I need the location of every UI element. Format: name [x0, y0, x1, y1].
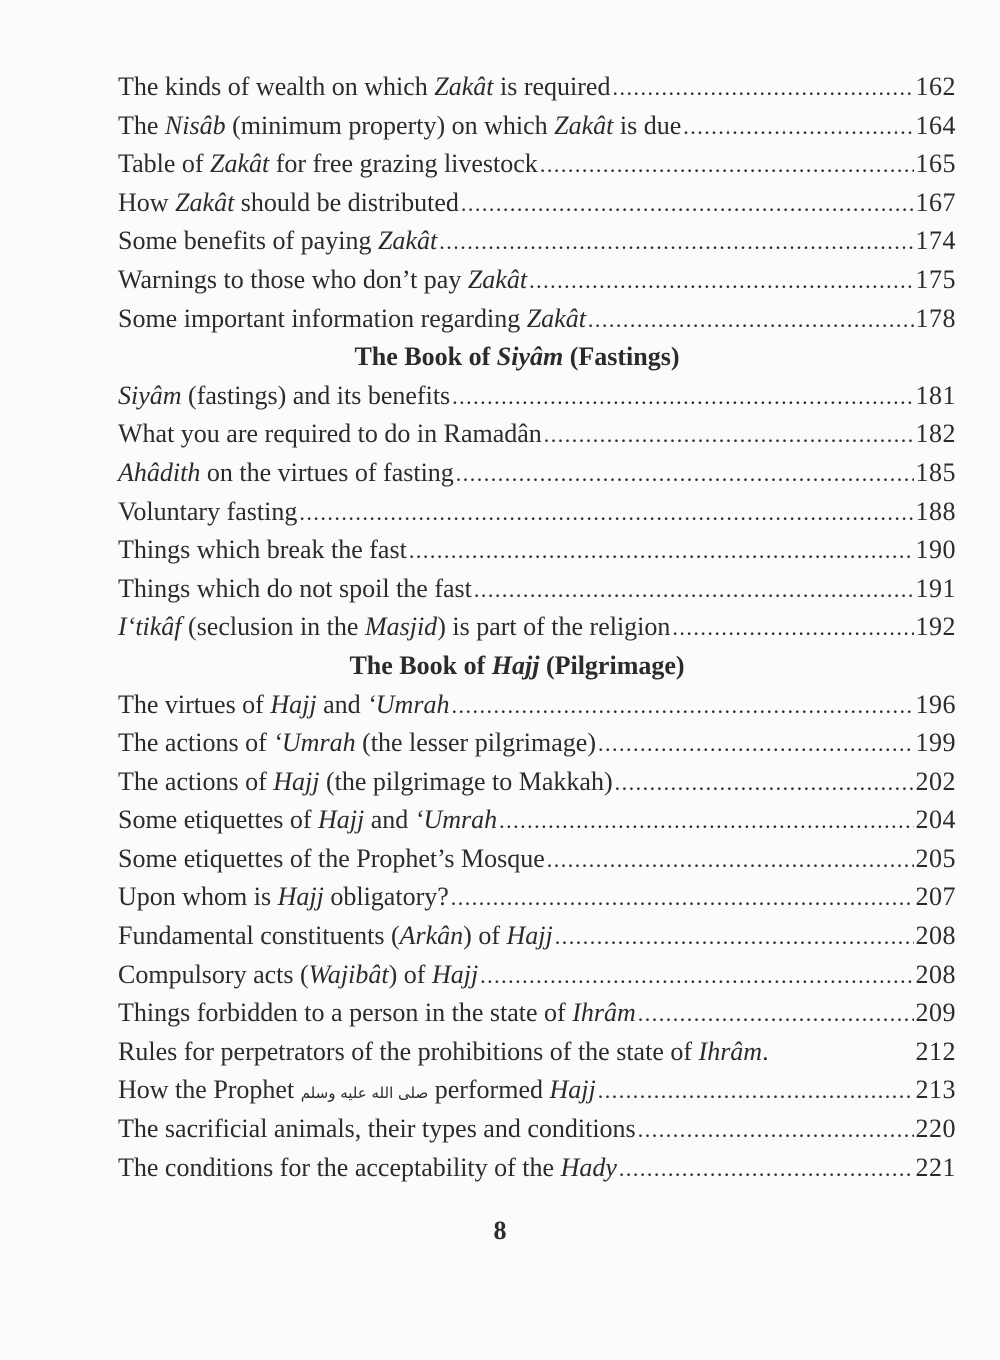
- title-text: What you are required to do in Ramadân: [118, 419, 542, 449]
- title-text: is due: [613, 110, 682, 140]
- title-text: Things which do not spoil the fast: [118, 573, 472, 603]
- dot-leader: [615, 764, 914, 803]
- title-text: The Book of: [354, 342, 497, 372]
- dot-leader: [588, 301, 914, 340]
- title-text: for free grazing livestock: [269, 149, 538, 179]
- title-text: The sacrificial animals, their types and conditions: [118, 1114, 636, 1144]
- entry-title: [118, 415, 542, 454]
- entry-title: [118, 570, 472, 609]
- toc-entry[interactable]: [118, 840, 956, 879]
- entry-page-number: 213: [915, 1075, 956, 1105]
- dot-leader: [598, 725, 914, 764]
- italic-term: Zakât: [377, 226, 438, 256]
- italic-term: Zakât: [467, 264, 528, 294]
- dot-leader: [409, 532, 914, 571]
- title-text: How: [118, 187, 176, 217]
- italic-term: Ahâdith: [118, 457, 201, 487]
- entry-page-number: 209: [915, 998, 956, 1028]
- title-text: Rules for perpetrators of the prohibitions of the state of: [118, 1036, 699, 1066]
- title-text: The: [118, 110, 165, 140]
- toc-entry[interactable]: [118, 994, 956, 1033]
- title-text: (fastings) and its benefits: [181, 380, 451, 410]
- entry-page-number: 164: [915, 110, 956, 140]
- entry-page-number: 207: [915, 882, 956, 912]
- italic-term: Siyâm: [496, 342, 564, 372]
- entry-title: [118, 917, 553, 956]
- toc-entry[interactable]: [118, 68, 956, 107]
- italic-term: Zakât: [434, 72, 494, 101]
- dot-leader: [540, 146, 914, 185]
- entry-page-number: 165: [915, 149, 956, 179]
- title-text: and: [364, 805, 415, 835]
- italic-term: Ihrâm: [698, 1036, 763, 1066]
- toc-entry[interactable]: [118, 184, 956, 223]
- italic-term: Ihrâm: [572, 998, 636, 1028]
- toc-entry[interactable]: [118, 531, 956, 570]
- toc-entry[interactable]: [118, 222, 956, 261]
- entry-page-number: 192: [915, 612, 956, 642]
- italic-term: Arkân: [399, 921, 464, 951]
- dot-leader: [598, 1072, 914, 1111]
- entry-title: [118, 763, 613, 802]
- toc-entry[interactable]: [118, 956, 956, 995]
- title-text: The kinds of wealth on which: [118, 72, 435, 101]
- italic-term: Zakât: [210, 149, 270, 179]
- entry-title: [118, 493, 297, 532]
- arabic-honorific: صلى الله عليه وسلم: [300, 1084, 429, 1103]
- entry-page-number: 220: [915, 1114, 956, 1144]
- dot-leader: [529, 262, 913, 301]
- toc-entry[interactable]: [118, 686, 956, 725]
- title-text: on the virtues of fasting: [200, 457, 454, 487]
- entry-title: [118, 300, 586, 339]
- title-text: The Book of: [349, 650, 492, 680]
- dot-leader: [638, 995, 914, 1034]
- title-text: obligatory?: [323, 882, 449, 912]
- toc-entry[interactable]: [118, 377, 956, 416]
- toc-entry[interactable]: [118, 801, 956, 840]
- entry-title: [118, 145, 538, 184]
- title-text: Table of: [118, 149, 211, 179]
- italic-term: Hajj: [491, 650, 540, 680]
- title-text: (the pilgrimage to Makkah): [319, 766, 613, 796]
- title-text: Things which break the fast: [118, 535, 407, 565]
- italic-term: Hajj: [506, 921, 553, 951]
- entry-page-number: 167: [915, 187, 956, 217]
- toc-entry[interactable]: [118, 145, 956, 184]
- entry-page-number: 190: [915, 535, 956, 565]
- entry-page-number: 191: [915, 573, 956, 603]
- entry-title: [118, 801, 497, 840]
- italic-term: Hajj: [273, 766, 320, 796]
- entry-page-number: 221: [915, 1152, 956, 1182]
- title-text: ) is part of the religion: [437, 612, 671, 642]
- dot-leader: [683, 108, 913, 147]
- italic-term: ‘Umrah: [414, 805, 498, 835]
- entry-title: [118, 531, 407, 570]
- toc-entry[interactable]: [118, 107, 956, 146]
- title-text: How the Prophet: [118, 1075, 301, 1105]
- title-text: (the lesser pilgrimage): [355, 728, 596, 758]
- entry-title: [118, 68, 610, 107]
- title-text: performed: [428, 1075, 550, 1105]
- entry-page-number: 208: [915, 959, 956, 989]
- dot-leader: [619, 1150, 914, 1189]
- italic-term: Zakât: [175, 187, 235, 217]
- entry-title: [118, 107, 681, 146]
- title-text: (minimum property) on which: [225, 110, 555, 140]
- dot-leader: [544, 416, 914, 455]
- entry-title: [118, 1110, 636, 1149]
- toc-entry[interactable]: [118, 917, 956, 956]
- italic-term: Hajj: [277, 882, 324, 912]
- table-of-contents: [118, 68, 956, 1187]
- entry-page-number: 162: [915, 72, 956, 101]
- toc-entry[interactable]: [118, 1071, 956, 1110]
- title-text: The conditions for the acceptability of the: [118, 1152, 561, 1182]
- toc-entry[interactable]: [118, 493, 956, 532]
- entry-title: [118, 377, 450, 416]
- title-text: Some important information regarding: [118, 303, 527, 333]
- entry-page-number: 175: [915, 264, 956, 294]
- dot-leader: [299, 494, 913, 533]
- dot-leader: [638, 1111, 914, 1150]
- italic-term: Wajibât: [308, 959, 389, 989]
- title-text: Upon whom is: [118, 882, 278, 912]
- entry-title: [118, 724, 596, 763]
- toc-entry[interactable]: [118, 300, 956, 339]
- italic-term: Nisâb: [164, 110, 226, 140]
- dot-leader: [499, 802, 913, 841]
- italic-term: Zakât: [526, 303, 586, 333]
- entry-title: [118, 1149, 617, 1188]
- dot-leader: [555, 918, 914, 957]
- entry-page-number: 196: [915, 689, 956, 719]
- title-text: Voluntary fasting: [118, 496, 298, 526]
- title-text: ) of: [388, 959, 432, 989]
- dot-leader: [451, 879, 914, 918]
- toc-entry[interactable]: [118, 454, 956, 493]
- entry-page-number: 185: [915, 457, 956, 487]
- entry-title: [118, 1071, 596, 1113]
- entry-title: [118, 1033, 769, 1072]
- title-text: Things forbidden to a person in the state of: [118, 998, 573, 1028]
- entry-page-number: 202: [915, 766, 956, 796]
- dot-leader: [456, 455, 914, 494]
- toc-entry[interactable]: [118, 1149, 956, 1188]
- title-text: and: [316, 689, 368, 719]
- entry-page-number: 178: [915, 303, 956, 333]
- title-text: should be distributed: [234, 187, 459, 217]
- toc-entry[interactable]: [118, 1033, 956, 1072]
- entry-page-number: 181: [915, 380, 956, 410]
- italic-term: Hajj: [431, 959, 479, 989]
- entry-page-number: 188: [915, 496, 956, 526]
- title-text: The actions of: [118, 766, 274, 796]
- title-text: The virtues of: [118, 689, 271, 719]
- section-heading: [118, 338, 956, 377]
- entry-page-number: 204: [915, 805, 956, 835]
- italic-term: Hajj: [318, 805, 365, 835]
- title-text: Fundamental constituents (: [118, 921, 400, 951]
- toc-entry[interactable]: [118, 608, 956, 647]
- title-text: Warnings to those who don’t pay: [118, 264, 468, 294]
- entry-title: [118, 454, 454, 493]
- entry-title: [118, 184, 459, 223]
- entry-page-number: 205: [915, 843, 956, 873]
- entry-title: [118, 994, 636, 1033]
- entry-title: [118, 608, 670, 647]
- toc-entry[interactable]: [118, 1110, 956, 1149]
- title-text: (Pilgrimage): [539, 650, 685, 680]
- title-text: Some etiquettes of: [118, 805, 319, 835]
- italic-term: ‘Umrah: [367, 689, 450, 719]
- dot-leader: [452, 378, 913, 417]
- entry-title: [118, 878, 449, 917]
- title-text: ) of: [463, 921, 507, 951]
- entry-page-number: 182: [915, 419, 956, 449]
- dot-leader: [474, 571, 914, 610]
- dot-leader: [672, 609, 913, 648]
- title-text: Some benefits of paying: [118, 226, 378, 256]
- dot-leader: [480, 957, 913, 996]
- italic-term: Masjid: [364, 612, 438, 642]
- italic-term: Hady: [560, 1152, 617, 1182]
- italic-term: Hajj: [549, 1075, 596, 1105]
- toc-entry[interactable]: [118, 724, 956, 763]
- title-text: (Fastings): [563, 342, 680, 372]
- title-text: Compulsory acts (: [118, 959, 309, 989]
- entry-page-number: 208: [915, 921, 956, 951]
- dot-leader: [547, 841, 914, 880]
- italic-term: ‘Umrah: [273, 728, 356, 758]
- entry-title: [118, 261, 527, 300]
- title-text: is required: [493, 72, 611, 101]
- dot-leader: [461, 185, 914, 224]
- section-heading: [118, 647, 956, 686]
- toc-entry[interactable]: [118, 261, 956, 300]
- dot-leader: [439, 223, 913, 262]
- title-text: (seclusion in the: [181, 612, 365, 642]
- dot-leader: [612, 69, 913, 108]
- italic-term: Siyâm: [118, 380, 182, 410]
- title-text: .: [762, 1036, 769, 1066]
- dot-leader: [451, 687, 913, 726]
- toc-entry[interactable]: [118, 570, 956, 609]
- italic-term: Hajj: [270, 689, 317, 719]
- entry-title: [118, 956, 478, 995]
- italic-term: I‘tikâf: [118, 612, 182, 642]
- entry-page-number: 199: [915, 728, 956, 758]
- title-text: Some etiquettes of the Prophet’s Mosque: [118, 843, 545, 873]
- italic-term: Zakât: [554, 110, 614, 140]
- entry-title: [118, 840, 545, 879]
- entry-title: [118, 686, 449, 725]
- entry-page-number: 212: [915, 1036, 956, 1066]
- title-text: The actions of: [118, 728, 274, 758]
- entry-title: [118, 222, 437, 261]
- entry-page-number: 174: [915, 226, 956, 256]
- toc-entry[interactable]: [118, 763, 956, 802]
- page-number: 8: [493, 1216, 507, 1245]
- toc-entry[interactable]: [118, 415, 956, 454]
- toc-entry[interactable]: [118, 878, 956, 917]
